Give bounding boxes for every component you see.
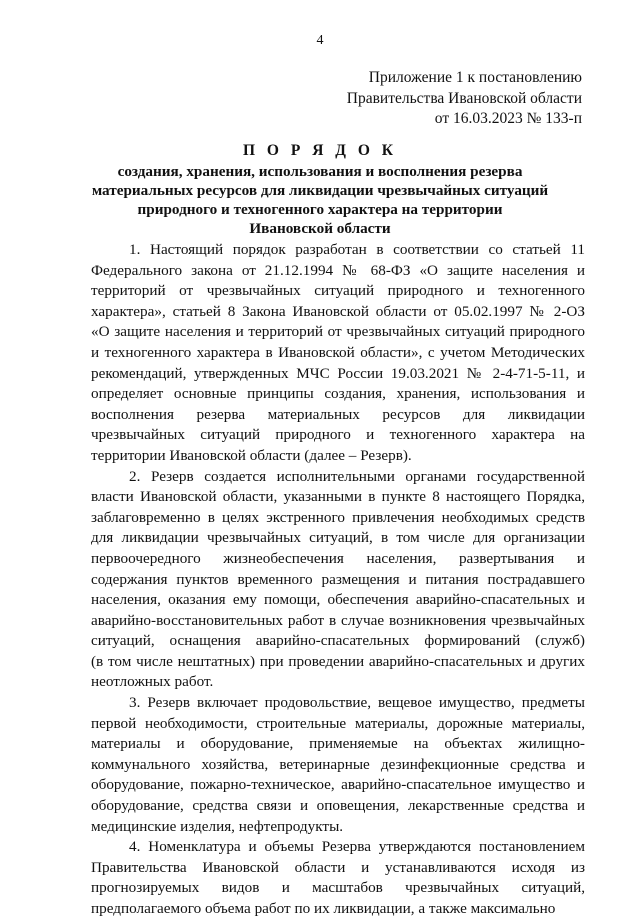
document-title: П О Р Я Д О К — [243, 142, 397, 159]
paragraph-line: 3. Резерв включает продовольствие, вещевое имущество, предметы — [129, 694, 585, 712]
appendix-line: от 16.03.2023 № 133-п — [434, 110, 582, 127]
appendix-header — [347, 68, 582, 130]
paragraph-1 — [91, 240, 585, 467]
paragraph-2 — [91, 467, 585, 694]
paragraph-line: населения, оказания ему помощи, обеспечения аварийно-спасательных и — [91, 591, 585, 609]
paragraph-4 — [91, 837, 585, 919]
paragraph-line: рекомендаций, утвержденных МЧС России 19.03.2021 № 2-4-71-5-11, и — [91, 364, 585, 382]
paragraph-line: аварийно-восстановительных работ в случае возникновения чрезвычайных — [91, 611, 585, 629]
paragraph-line: восполнения резерва материальных ресурсов для ликвидации — [91, 405, 585, 423]
paragraph-line: оборудование, средства связи и оповещения, лекарственные средства и — [91, 797, 585, 815]
paragraph-line: материалы и оборудование, применяемые на объектах жилищно- — [91, 735, 585, 753]
paragraph-line: Правительства Ивановской области и устанавливаются исходя из — [91, 858, 585, 876]
paragraph-line: предполагаемого объема работ по их ликвидации, а также максимально — [91, 900, 556, 917]
paragraph-line: первоочередного жизнеобеспечения населения, развертывания и — [91, 549, 585, 567]
paragraph-line: определяет основные принципы создания, хранения, использования и — [91, 385, 585, 403]
paragraph-line: содержания пунктов временного размещения и питания пострадавшего — [91, 570, 585, 588]
paragraph-line: (в том числе нештатных) при проведении аварийно-спасательных и других — [91, 652, 585, 670]
appendix-line: Правительства Ивановской области — [346, 89, 582, 107]
paragraph-line: чрезвычайных ситуаций природного и техногенного характера на — [91, 426, 585, 444]
subtitle-line: природного и техногенного характера на территории — [137, 201, 503, 218]
paragraph-line: Федерального закона от 21.12.1994 № 68-ФЗ «О защите населения и — [91, 261, 585, 279]
paragraph-line: 2. Резерв создается исполнительными органами государственной — [129, 467, 585, 485]
document-subtitle — [0, 162, 640, 238]
subtitle-line: материальных ресурсов для ликвидации чрезвычайных ситуаций — [91, 182, 549, 199]
paragraph-line: территории Ивановской области (далее – Резерв). — [91, 446, 412, 464]
document-body — [91, 240, 585, 920]
paragraph-line: 4. Номенклатура и объемы Резерва утверждаются постановлением — [129, 838, 585, 856]
subtitle-line: Ивановской области — [249, 220, 391, 237]
paragraph-line: власти Ивановской области, указанными в пункте 8 настоящего Порядка, — [91, 488, 585, 506]
paragraph-line: 1. Настоящий порядок разработан в соответствии со статьей 11 — [129, 241, 585, 258]
paragraph-line: первой необходимости, строительные материалы, дорожные материалы, — [91, 714, 585, 732]
paragraph-line: заблаговременно в целях экстренного привлечения необходимых средств — [91, 508, 585, 526]
paragraph-line: прогнозируемых видов и масштабов чрезвычайных ситуаций, — [91, 879, 585, 897]
paragraph-line: «О защите населения и территорий от чрезвычайных ситуаций природного — [91, 323, 585, 341]
paragraph-3 — [91, 693, 585, 837]
appendix-line: Приложение 1 к постановлению — [368, 69, 582, 86]
paragraph-line: и техногенного характера в Ивановской области», с учетом Методических — [91, 343, 585, 361]
paragraph-line: характера», статьей 8 Закона Ивановской области от 05.02.1997 № 2-ОЗ — [91, 302, 585, 320]
paragraph-line: оборудование, пожарно-техническое, аварийно-спасательное имущество и — [91, 776, 585, 794]
paragraph-line: для ликвидации чрезвычайных ситуаций, в том числе для организации — [91, 529, 585, 547]
paragraph-line: территорий от чрезвычайных ситуаций природного и техногенного — [91, 282, 585, 300]
page-number: 4 — [316, 33, 324, 48]
paragraph-line: неотложных работ. — [91, 673, 214, 691]
paragraph-line: ситуаций, оснащения аварийно-спасательных формирований (служб) — [91, 632, 585, 650]
paragraph-line: медицинские изделия, нефтепродукты. — [91, 817, 344, 835]
paragraph-line: коммунального хозяйства, ветеринарные дезинфекционные средства и — [91, 755, 585, 773]
subtitle-line: создания, хранения, использования и восполнения резерва — [117, 163, 523, 180]
